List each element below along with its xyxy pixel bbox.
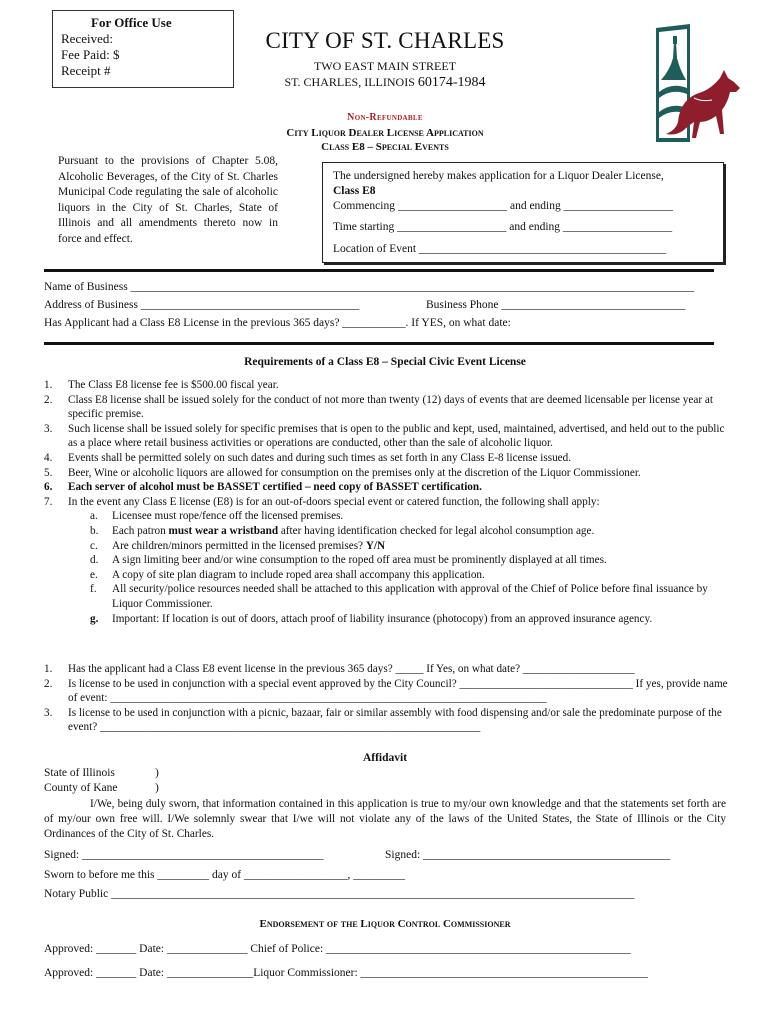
affidavit-title: Affidavit	[362, 752, 408, 764]
business-phone-field[interactable]: Business Phone ________________________________	[426, 299, 686, 311]
questions-list	[44, 662, 734, 735]
list-item: 2. Class E8 license shall be issued solely for the conduct of not more than twenty (12) days of events that are deemed licensable per license year at specific premise.	[44, 393, 713, 421]
list-item: d. A sign limiting beer and/or wine consumption to the roped off area must be prominently displayed at all times.	[90, 554, 607, 567]
question-item[interactable]: 1. Has the applicant had a Class E8 event license in the previous 365 days? _____ If Yes, on what date? ____________________	[44, 663, 635, 675]
application-intro: The undersigned hereby makes application for a Liquor Dealer License,	[333, 170, 664, 182]
approval-row-commissioner[interactable]: Approved: _______ Date: _______________Liquor Commissioner: __________________________________________________	[44, 967, 649, 979]
city-address	[240, 75, 530, 91]
list-item: 6. Each server of alcohol must be BASSET certified – need copy of BASSET certification.	[44, 481, 482, 494]
business-name-field[interactable]: Name of Business __________________________________________________________________________________________________	[44, 281, 695, 293]
list-item: 5. Beer, Wine or alcoholic liquors are allowed for consumption on the premises only at the discretion of the Liquor Commissioner.	[44, 466, 641, 479]
commencing-field[interactable]: Commencing ___________________ and ending ___________________	[333, 200, 673, 212]
list-item: 3. Such license shall be issued solely for specific premises that is open to the public and kept, used, maintained, advertised, and held out to the public as a place where retail business activities or operations are conducted, other than the sale of alcoholic liquor.	[44, 422, 725, 450]
question-item[interactable]: 3. Is license to be used in conjunction with a picnic, bazaar, fair or similar assembly with food dispensing and/or sale the predominate purpose of the event? ____________________________________________________________________	[44, 706, 722, 734]
receipt-field[interactable]: Receipt #	[61, 63, 111, 78]
requirements-title: Requirements of a Class E8 – Special Civic Event License	[244, 356, 526, 368]
city-street: TWO EAST MAIN STREET	[313, 59, 457, 73]
time-starting-field[interactable]: Time starting ___________________ and ending ___________________	[333, 221, 673, 233]
application-title: City Liquor Dealer License Application	[286, 127, 484, 139]
paren: )	[155, 782, 159, 794]
paren: )	[155, 767, 159, 779]
signature-field-1[interactable]: Signed: __________________________________________	[44, 849, 324, 861]
class-e8-label: Class E8	[333, 185, 376, 197]
sworn-field[interactable]: Sworn to before me this _________ day of __________________, _________	[44, 869, 405, 881]
county-label: County of Kane	[44, 782, 118, 794]
list-item: b. Each patron must wear a wristband after having identification checked for legal alcohol consumption age.	[90, 524, 595, 537]
pursuant-paragraph: Pursuant to the provisions of Chapter 5.08, Alcoholic Beverages, of the City of St. Charles Municipal Code regulating the sale of alcoholic liquors in the City of St. Charles, State of Illinois and all amendments thereto now in force and effect.	[58, 155, 278, 245]
fee-paid-field[interactable]: Fee Paid: $	[61, 47, 120, 62]
question-item[interactable]: 2. Is license to be used in conjunction with a special event approved by the City Council? _______________________________ If yes, provide name of event: ______________________________________________________________________________	[44, 677, 728, 705]
city-zip: 60174-1984	[417, 75, 486, 90]
city-state: ST. CHARLES, ILLINOIS	[284, 75, 415, 89]
city-name: CITY OF ST. CHARLES	[265, 28, 505, 53]
list-item: c. Are children/minors permitted in the licensed premises? Y/N	[90, 539, 386, 552]
location-field[interactable]: Location of Event ___________________________________________	[333, 243, 667, 255]
signature-field-2[interactable]: Signed: ___________________________________________	[385, 849, 671, 861]
list-item: f. All security/police resources needed shall be attached to this application with approval of the Chief of Police before final issuance by Liquor Commissioner.	[90, 583, 708, 610]
divider	[44, 269, 714, 272]
affidavit-body: I/We, being duly sworn, that information contained in this application is true to my/our own knowledge and that the statements set forth are of my/our own free will. I/We solemnly swear that I/we will not violate any of the laws of the United States, the State of Illinois or the City Ordinances of the City of St. Charles.	[44, 798, 726, 840]
application-box	[322, 162, 724, 263]
class-title: Class E8 – Special Events	[321, 141, 449, 153]
office-use-box	[52, 10, 234, 88]
list-item: e. A copy of site plan diagram to include roped area shall accompany this application.	[90, 568, 485, 581]
notary-field[interactable]: Notary Public ___________________________________________________________________________________________	[44, 888, 635, 900]
office-use-title: For Office Use	[91, 15, 172, 30]
previous-license-field[interactable]: Has Applicant had a Class E8 License in the previous 365 days? ___________. If YES, on what date:	[44, 317, 511, 329]
list-item: 4. Events shall be permitted solely on such dates and during such times as set forth in any Class E-8 license issued.	[44, 451, 572, 464]
list-item: g. Important: If location is out of doors, attach proof of liability insurance (photocopy) from an approved insurance agency.	[90, 612, 653, 625]
divider	[44, 342, 714, 345]
list-item: a. Licensee must rope/fence off the licensed premises.	[90, 510, 344, 523]
sub-requirements-list	[68, 509, 734, 626]
non-refundable-label: Non-Refundable	[347, 112, 423, 123]
list-item: 7. In the event any Class E license (E8) is for an out-of-doors special event or catered function, the following shall apply: a. Licensee must rope/fence off the licensed premises. b. Each patron must wear a wristband after having identification checked for legal alcohol consumption age. c. Are children/minors permitted in the licensed premises? Y/N d. A sign limiting beer and/or wine consumption to the roped off area must be prominently displayed at all times. e. A copy of site plan diagram to include roped area shall accompany this application. f. All security/police resources needed shall be attached to this application with approval of the Chief of Police before final issuance by Liquor Commissioner. g. Important: If location is out of doors, attach proof of liability insurance (photocopy) from an approved insurance agency.	[44, 495, 734, 626]
approval-row-police[interactable]: Approved: _______ Date: ______________ Chief of Police: _____________________________________________________	[44, 943, 631, 955]
state-label: State of Illinois	[44, 767, 115, 779]
received-field[interactable]: Received:	[61, 31, 113, 46]
requirements-list	[44, 378, 734, 626]
list-item: 1. The Class E8 license fee is $500.00 fiscal year.	[44, 379, 279, 391]
endorsement-title: Endorsement of the Liquor Control Commissioner	[259, 918, 511, 930]
business-address-field[interactable]: Address of Business ______________________________________	[44, 299, 360, 311]
